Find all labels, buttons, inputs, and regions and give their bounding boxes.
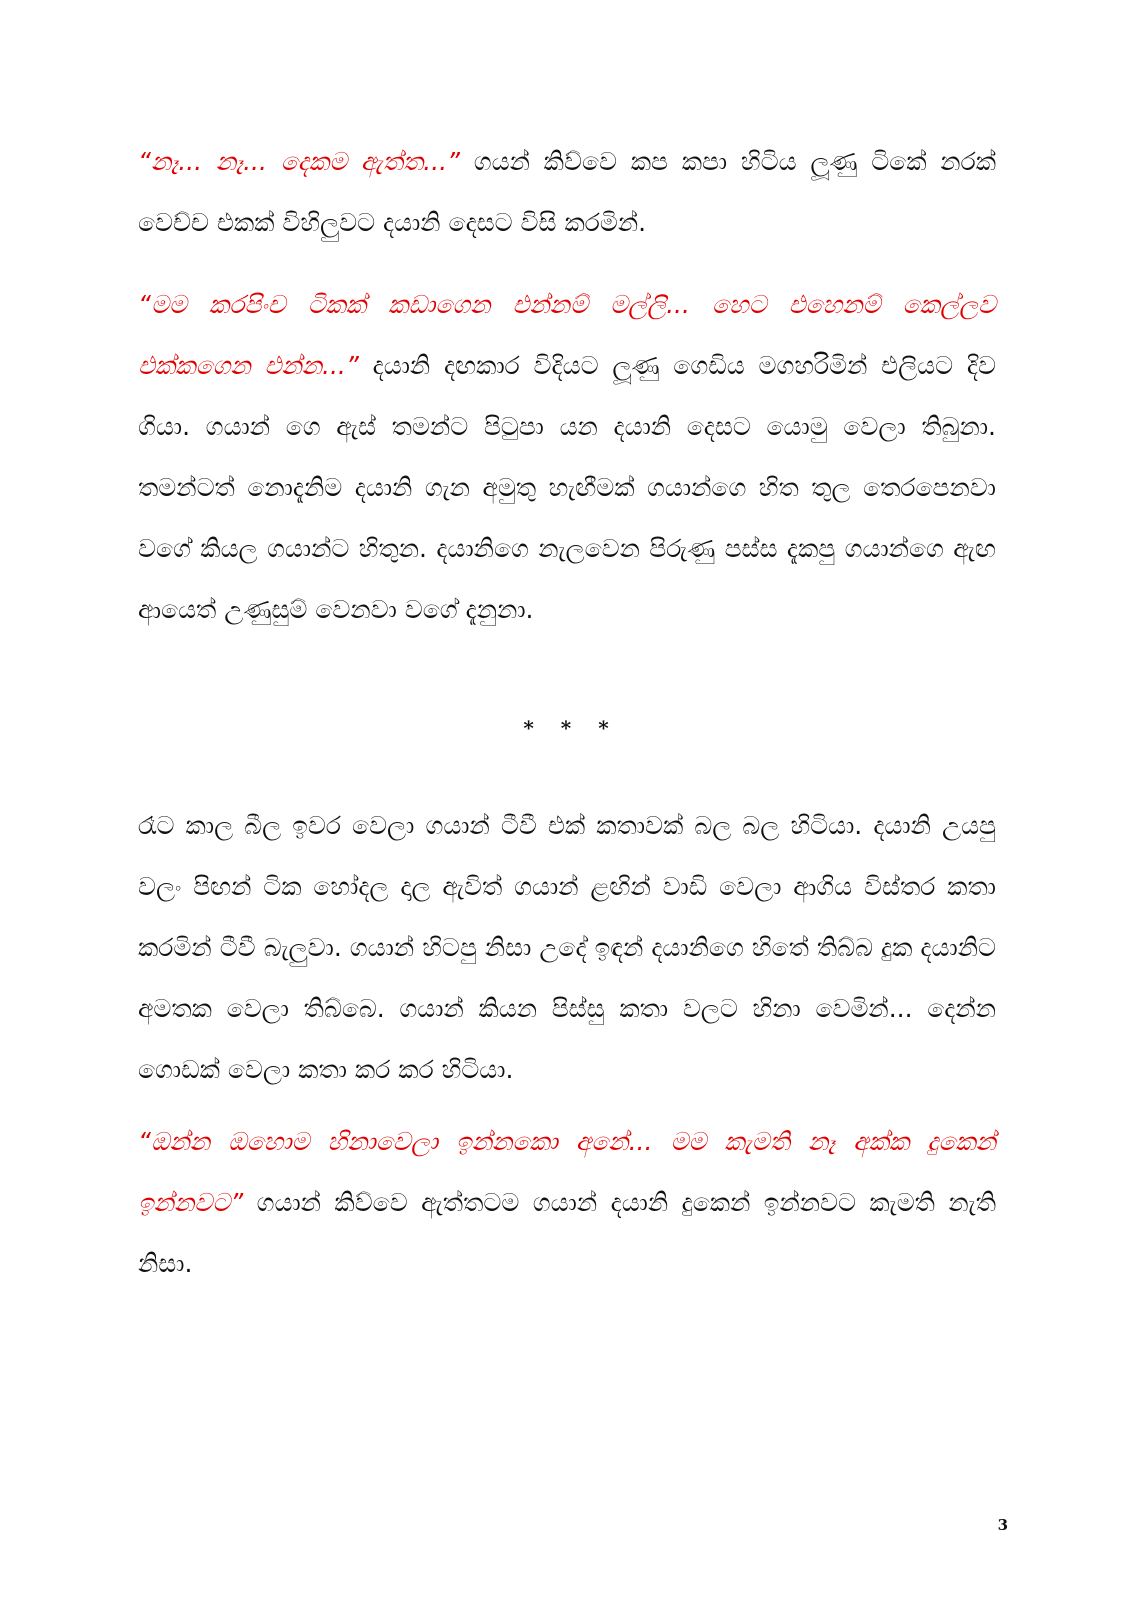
dialogue-quote: “ඔන්න ඔහොම හිනාවෙලා ඉන්නකො අනේ... මම කැමති නෑ අක්ක දුකෙන් ඉන්නවට” bbox=[138, 1127, 996, 1217]
narration-text: රෑට කාල බීල ඉවර වෙලා ගයාන් ටීවී එක් කතාවක් බල බල හිටියා. දයානි උයපු වලං පිඟන් ටික හෝදල දාල ඇවිත් ගයාන් ළඟින් වාඩි වෙලා ආගිය විස්තර කතා කරමින් ටීවී බැලුවා. ගයාන් හිටපු නිසා උදේ ඉඳන් දයානිගෙ හිතේ තිබ්බ දුක දයානිට අමතක වෙලා තිබ්බෙ. ගයාන් කියන පිස්සු කතා වලට හිනා වෙමින්... දෙන්න ගොඩක් වෙලා කතා කර කර හිටියා. bbox=[138, 811, 996, 1084]
paragraph-4 bbox=[138, 1111, 996, 1294]
paragraph-1 bbox=[138, 131, 996, 253]
dialogue-quote: “මම කරපිංච ටිකක් කඩාගෙන එන්නම් මල්ලි... හෙට එහෙනම් කෙල්ලව එක්කගෙන එන්න...” bbox=[138, 290, 996, 380]
narration-text: දයානි දඟකාර විදියට ලූණු ගෙඩිය මගහරිමින් එලියට දිව ගියා. ගයාන් ගෙ ඇස් තමන්ට පිටුපා යන දයානි දෙසට යොමු වෙලා තිබුනා. තමන්ටත් නොදැනිම දයානි ගැන අමුතු හැඟීමක් ගයාන්ගෙ හිත තුල තෙරපෙනවා වගේ කියල ගයාන්ට හිතුන. දයානිගෙ නැලවෙන පිරුණු පස්ස දැකපු ගයාන්ගෙ ඇඟ ආයෙත් උණුසුම් වෙනවා වගේ දැනුනා. bbox=[138, 351, 996, 624]
page-number: 3 bbox=[997, 1516, 1008, 1534]
section-separator: * * * bbox=[523, 716, 619, 740]
narration-text: ගයන් කිව්වෙ කප කපා හිටිය ලූණු ටිකේ නරක් වෙච්ච එකක් විහිලුවට දයානි දෙසට විසි කරමින්. bbox=[138, 147, 997, 237]
dialogue-quote: “නෑ... නෑ... දෙකම ඇත්ත...” bbox=[138, 147, 460, 176]
paragraph-2 bbox=[138, 274, 996, 640]
paragraph-3 bbox=[138, 795, 996, 1100]
narration-text: ගයාන් කිව්වෙ ඇත්තටම ගයාන් දයානි දුකෙන් ඉන්නවට කැමති නැති නිසා. bbox=[138, 1188, 996, 1278]
